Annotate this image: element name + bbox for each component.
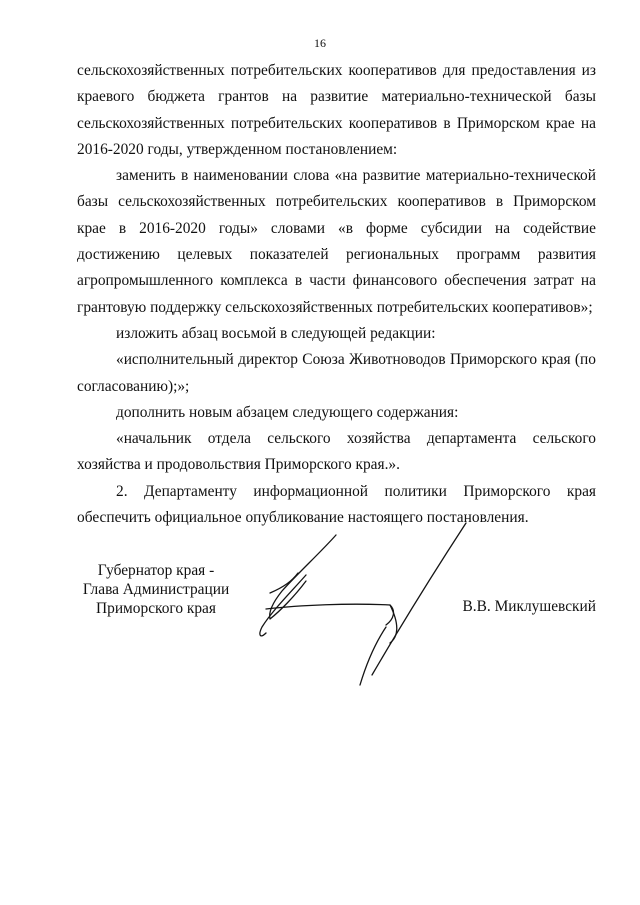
paragraph-2: заменить в наименовании слова «на развитие материально-технической базы сельскохозяйственных потребительских кооперативов в Приморском крае в 2016-2020 годы» словами «в форме субсидии на содействие достижению целевых показателей региональных программ развития агропромышленного комплекса в части финансового обеспечения затрат на грантовую поддержку сельскохозяйственных потребительских кооперативов»; — [77, 167, 596, 316]
page-number: 16 — [314, 36, 326, 50]
paragraph-5: дополнить новым абзацем следующего содержания: — [116, 403, 459, 421]
paragraph-3: изложить абзац восьмой в следующей редакции: — [116, 324, 436, 342]
handwritten-signature — [240, 515, 480, 695]
paragraph-7: 2. Департаменту информационной политики Приморского края обеспечить официальное опубликование настоящего постановления. — [77, 482, 596, 527]
signatory-title-line: Приморского края — [96, 600, 216, 617]
paragraph-6: «начальник отдела сельского хозяйства департамента сельского хозяйства и продовольствия Приморского края.». — [77, 430, 596, 474]
document-body — [77, 58, 596, 531]
signatory-title-line: Губернатор края - — [97, 562, 215, 579]
signatory-title — [76, 561, 236, 618]
paragraph-4: «исполнительный директор Союза Животноводов Приморского края (по согласованию);»; — [77, 351, 596, 395]
signatory-name: В.В. Миклушевский — [462, 598, 596, 615]
signatory-title-line: Глава Администрации — [82, 581, 230, 598]
paragraph-1: сельскохозяйственных потребительских кооперативов для предоставления из краевого бюджета грантов на развитие материально-технической базы сельскохозяйственных потребительских кооперативов в Приморском крае на 2016-2020 годы, утвержденном постановлением: — [77, 62, 596, 158]
